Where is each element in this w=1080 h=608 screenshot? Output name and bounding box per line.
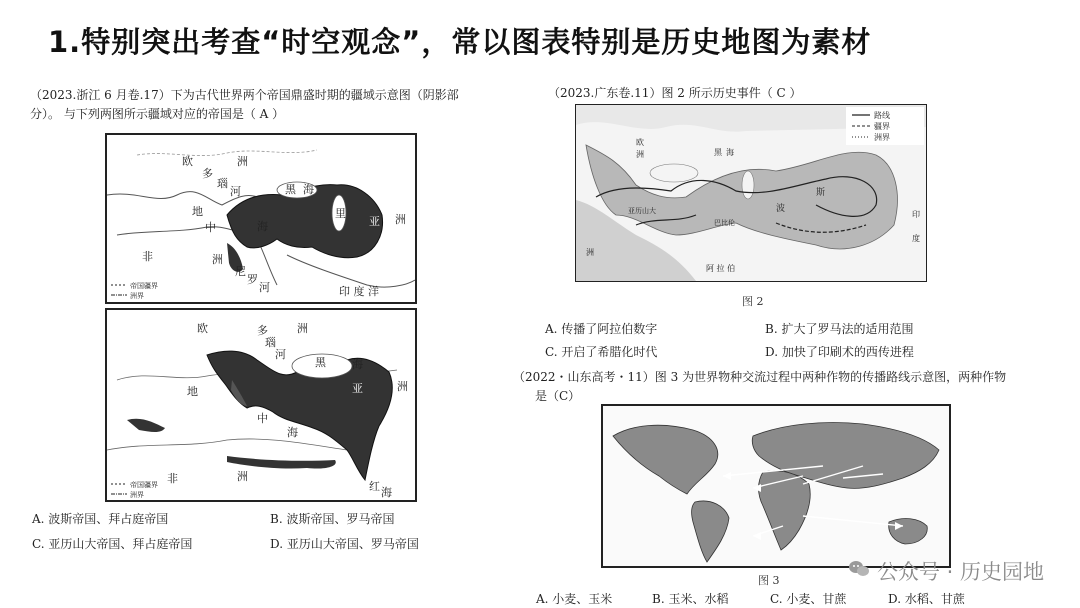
- question-1-text: [30, 86, 510, 124]
- map3-label-0: 欧: [636, 138, 644, 147]
- map3-legend-1: 疆界: [874, 122, 890, 131]
- map1-label-10: 地: [192, 205, 203, 218]
- q2-option-a[interactable]: A. 传播了阿拉伯数字: [545, 322, 658, 336]
- map1-label-7: 亚: [369, 215, 380, 228]
- map3-label-9: 印: [912, 210, 920, 219]
- map1-label-17: 河: [259, 281, 270, 294]
- map3-label-3: 海: [726, 148, 734, 157]
- question-1-line-2: 分）。 与下列两图所示疆域对应的帝国是（ A ）: [30, 107, 285, 121]
- map2-label-11: 海: [287, 426, 298, 439]
- figure-2-caption: 图 2: [742, 295, 764, 308]
- map2-label-8: 洲: [397, 380, 408, 393]
- map1-label-2: 多: [202, 167, 213, 180]
- map1-label-3: 瑙: [217, 177, 228, 190]
- map1-label-8: 洲: [395, 213, 406, 226]
- q2-option-c[interactable]: C. 开启了希腊化时代: [545, 345, 658, 359]
- map2-label-13: 洲: [237, 470, 248, 483]
- map1-legend-1: 洲界: [130, 292, 144, 300]
- map2-label-12: 非: [167, 472, 178, 485]
- question-1-line-1: （2023.浙江 6 月卷.17）下为古代世界两个帝国鼎盛时期的疆域示意图（阴影部: [30, 88, 459, 102]
- map2-label-7: 亚: [352, 382, 363, 395]
- map1-label-5: 黑: [285, 183, 296, 196]
- map1-label-11: 中: [205, 221, 216, 234]
- q1-option-c[interactable]: C. 亚历山大帝国、拜占庭帝国: [32, 537, 193, 551]
- map2-label-15: 海: [381, 486, 392, 499]
- map2-label-3: 瑙: [265, 336, 276, 349]
- q3-option-c[interactable]: C. 小麦、甘蔗: [770, 592, 847, 606]
- page-title: 1.特别突出考查“时空观念”，常以图表特别是历史地图为素材: [48, 25, 872, 59]
- map-alexander-campaign: [575, 104, 927, 282]
- map3-label-2: 黑: [714, 148, 722, 157]
- map3-label-10: 度: [912, 234, 920, 243]
- map-crop-diffusion: [601, 404, 951, 568]
- map2-label-1: 洲: [297, 322, 308, 335]
- map1-label-6: 海: [303, 183, 314, 196]
- watermark: [847, 556, 1044, 586]
- map3-label-5: 亚历山大: [628, 207, 656, 215]
- q3-option-d[interactable]: D. 水稻、甘蔗: [888, 592, 965, 606]
- question-3-text: [513, 368, 1033, 406]
- q1-option-d[interactable]: D. 亚历山大帝国、罗马帝国: [270, 537, 419, 551]
- wechat-icon: [847, 557, 871, 586]
- map1-label-16: 罗: [247, 273, 258, 286]
- map3-label-8: 阿 拉 伯: [706, 264, 736, 273]
- q1-option-b[interactable]: B. 波斯帝国、罗马帝国: [270, 512, 395, 526]
- question-3-line-1: （2022・山东高考・11）图 3 为世界物种交流过程中两种作物的传播路线示意图，两种作物: [513, 370, 1007, 384]
- map1-label-18: 印 度 洋: [339, 285, 379, 298]
- question-2-text: （2023.广东卷.11）图 2 所示历史事件（ C ）: [548, 86, 802, 100]
- q3-option-a[interactable]: A. 小麦、玉米: [536, 592, 613, 606]
- map2-legend-0: 帝国疆界: [130, 481, 158, 489]
- figure-3-caption: 图 3: [758, 574, 780, 587]
- map1-label-14: 洲: [212, 253, 223, 266]
- map1-label-13: 非: [142, 250, 153, 263]
- watermark-text: 公众号 · 历史园地: [876, 560, 1044, 584]
- map1-legend: [111, 281, 158, 300]
- map3-label-4: 巴比伦: [714, 219, 735, 227]
- map3-label-1: 洲: [636, 150, 644, 159]
- map-byzantine-empire: [105, 308, 417, 502]
- map2-label-10: 中: [257, 412, 268, 425]
- map1-label-9: 里: [335, 207, 346, 220]
- q3-option-b[interactable]: B. 玉米、水稻: [652, 592, 729, 606]
- map2-label-0: 欧: [197, 322, 208, 335]
- map1-legend-0: 帝国疆界: [130, 282, 158, 290]
- question-3-line-2: 是（C）: [535, 389, 581, 403]
- map3-legend: [846, 107, 924, 145]
- map3-label-6: 波: [776, 204, 786, 214]
- map1-label-1: 洲: [237, 155, 248, 168]
- map1-label-12: 海: [257, 220, 268, 233]
- map3-legend-2: 洲界: [874, 133, 890, 142]
- map2-legend-1: 洲界: [130, 491, 144, 499]
- map3-label-7: 斯: [816, 188, 826, 198]
- map2-label-14: 红: [369, 480, 380, 493]
- map2-label-2: 多: [257, 324, 268, 337]
- map3-legend-0: 路线: [874, 111, 890, 120]
- map2-legend: [111, 480, 158, 499]
- map1-label-0: 欧: [182, 155, 193, 168]
- map2-label-5: 黑: [315, 356, 326, 369]
- map1-label-4: 河: [230, 185, 241, 198]
- map2-label-4: 河: [275, 348, 286, 361]
- q2-option-b[interactable]: B. 扩大了罗马法的适用范围: [765, 322, 914, 336]
- map2-label-6: 海: [352, 358, 363, 371]
- map3-label-11: 洲: [586, 248, 594, 257]
- q1-option-a[interactable]: A. 波斯帝国、拜占庭帝国: [32, 512, 169, 526]
- map1-label-15: 尼: [235, 265, 246, 278]
- map2-label-9: 地: [187, 385, 198, 398]
- map-persian-empire: [105, 133, 417, 304]
- q2-option-d[interactable]: D. 加快了印刷术的西传进程: [765, 345, 914, 359]
